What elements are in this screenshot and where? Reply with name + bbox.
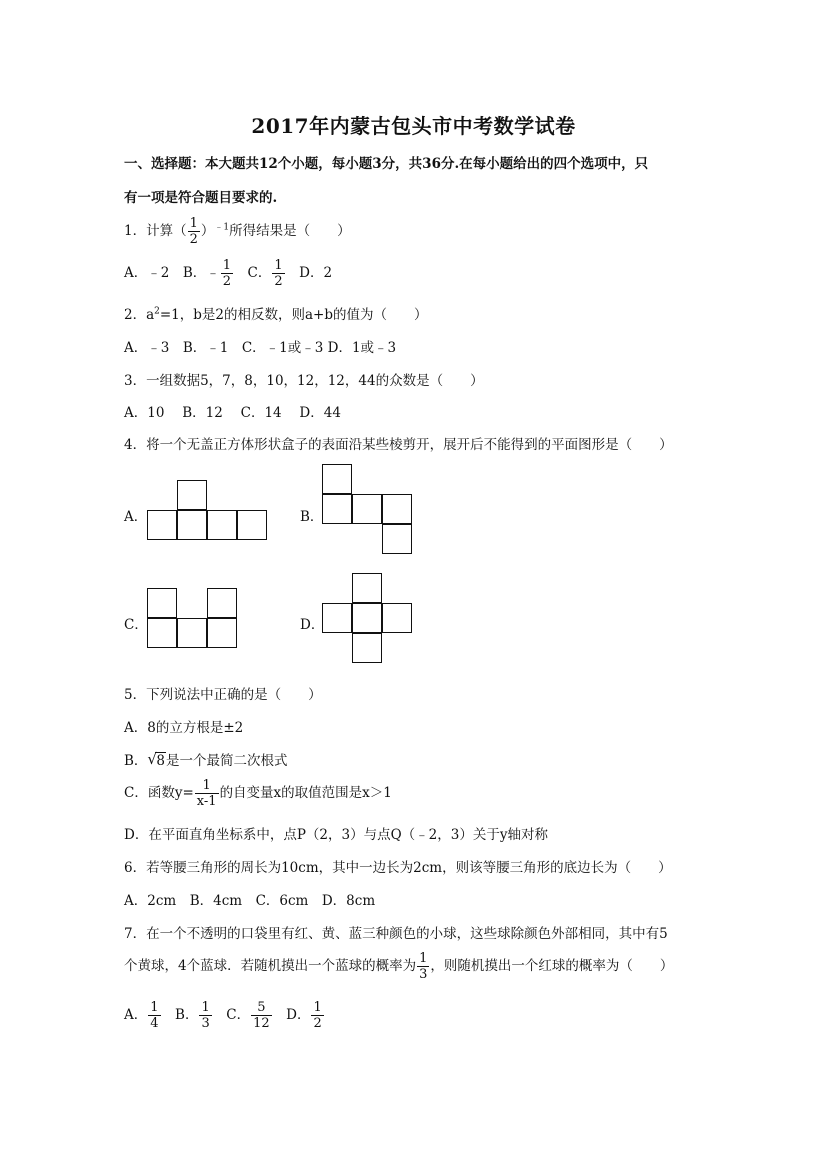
q1-frac-num: 1 — [189, 216, 198, 231]
q5-optB-pre: B． — [124, 753, 148, 769]
q1-optC-frac — [272, 258, 284, 289]
q5-optB — [124, 749, 288, 769]
q7-optD-den: 2 — [313, 1016, 322, 1031]
q6-options: A．2cm B．4cm C．6cm D．8cm — [124, 893, 376, 909]
q4-label-b: B． — [300, 509, 324, 525]
q7-optA-frac — [148, 1000, 160, 1031]
q1-fraction — [188, 216, 200, 247]
question-3: 3．一组数据5，7，8，10，12，12，44的众数是（ ） — [124, 373, 484, 389]
question-5: 5．下列说法中正确的是（ ） — [124, 687, 322, 703]
q5-optD: D．在平面直角坐标系中，点P（2，3）与点Q（﹣2，3）关于y轴对称 — [124, 827, 548, 843]
q7-frac-den: 3 — [419, 967, 428, 982]
q7-optB-frac — [199, 1000, 211, 1031]
question-7: 7．在一个不透明的口袋里有红、黄、蓝三种颜色的小球，这些球除颜色外部相同，其中有5 — [124, 926, 668, 942]
q2-pre: 2．a — [124, 307, 155, 323]
q7-frac — [417, 951, 429, 982]
q7-line2-pre: 个黄球，4个蓝球．若随机摸出一个蓝球的概率为 — [124, 958, 417, 974]
q7-optC-frac — [251, 1000, 272, 1031]
question-1 — [124, 216, 351, 247]
q7-frac-num: 1 — [419, 951, 428, 966]
q7-optA-den: 4 — [150, 1016, 159, 1031]
q5-sqrt: √ 8 — [147, 750, 166, 769]
q1-frac-den: 2 — [189, 232, 198, 247]
q5-optC — [124, 778, 392, 809]
q7-line2-post: ，则随机摸出一个红球的概率为（ ） — [430, 958, 674, 974]
q4-label-c: C． — [124, 617, 148, 633]
q4-label-d: D． — [300, 617, 325, 633]
question-6: 6．若等腰三角形的周长为10cm，其中一边长为2cm，则该等腰三角形的底边长为（ ） — [124, 860, 672, 876]
q4-label-a: A． — [124, 509, 148, 525]
q1-optB-sign: ﹣ — [206, 265, 220, 281]
q5-optC-post: 的自变量x的取值范围是x＞1 — [219, 785, 392, 801]
q5-optC-num: 1 — [202, 778, 211, 793]
q2-post: =1，b是2的相反数，则a+b的值为（ ） — [159, 307, 428, 323]
q1-optB-num: 1 — [222, 258, 232, 273]
q7-optB: B． — [161, 1007, 199, 1023]
question-4: 4．将一个无盖正方体形状盒子的表面沿某些棱剪开，展开后不能得到的平面图形是（ ） — [124, 437, 673, 453]
q1-optC-num: 1 — [274, 258, 283, 273]
q1-optC-den: 2 — [274, 274, 283, 289]
q5-optC-den: x-1 — [196, 794, 217, 809]
question-7-cont — [124, 951, 673, 982]
q1-optD: D．2 — [285, 265, 333, 281]
q7-optD-num: 1 — [313, 1000, 322, 1015]
q7-options — [124, 1000, 325, 1031]
q7-optC-num: 5 — [257, 1000, 266, 1015]
q7-optB-den: 3 — [201, 1016, 210, 1031]
q5-sqrt-radicand: 8 — [156, 753, 166, 769]
q5-optB-post: 是一个最简二次根式 — [166, 753, 288, 769]
q7-optA-num: 1 — [150, 1000, 159, 1015]
q5-optC-frac — [195, 778, 219, 809]
q1-optA: A．﹣2 B． — [124, 265, 207, 281]
q7-optA: A． — [124, 1007, 148, 1023]
q1-pre: 1．计算（ — [124, 223, 187, 239]
q2-exponent: 2 — [154, 306, 160, 317]
question-2 — [124, 303, 428, 323]
q1-optC: C． — [234, 265, 272, 281]
q3-options: A．10 B．12 C．14 D．44 — [124, 405, 341, 421]
q1-post: ） — [200, 223, 215, 239]
q1-optB-den: 2 — [222, 274, 232, 289]
q1-exponent: ﹣1 — [214, 222, 230, 233]
q7-optC: C． — [212, 1007, 251, 1023]
q7-optD-frac — [311, 1000, 323, 1031]
q2-options: A．﹣3 B．﹣1 C．﹣1或﹣3 D．1或﹣3 — [124, 340, 397, 356]
q1-tail: 所得结果是（ ） — [229, 223, 351, 239]
q7-optC-den: 12 — [253, 1016, 270, 1031]
q7-optD: D． — [272, 1007, 311, 1023]
q5-optC-pre: C．函数y= — [124, 785, 194, 801]
q7-optB-num: 1 — [201, 1000, 210, 1015]
page-title: 2017年内蒙古包头市中考数学试卷 — [251, 114, 576, 138]
section-heading-cont: 有一项是符合题目要求的. — [124, 190, 278, 206]
section-heading: 一、选择题：本大题共12个小题，每小题3分，共36分.在每小题给出的四个选项中，只 — [124, 156, 649, 172]
q1-optB-frac — [221, 258, 233, 289]
q5-optA: A．8的立方根是±2 — [124, 720, 244, 736]
q1-options — [124, 258, 332, 289]
